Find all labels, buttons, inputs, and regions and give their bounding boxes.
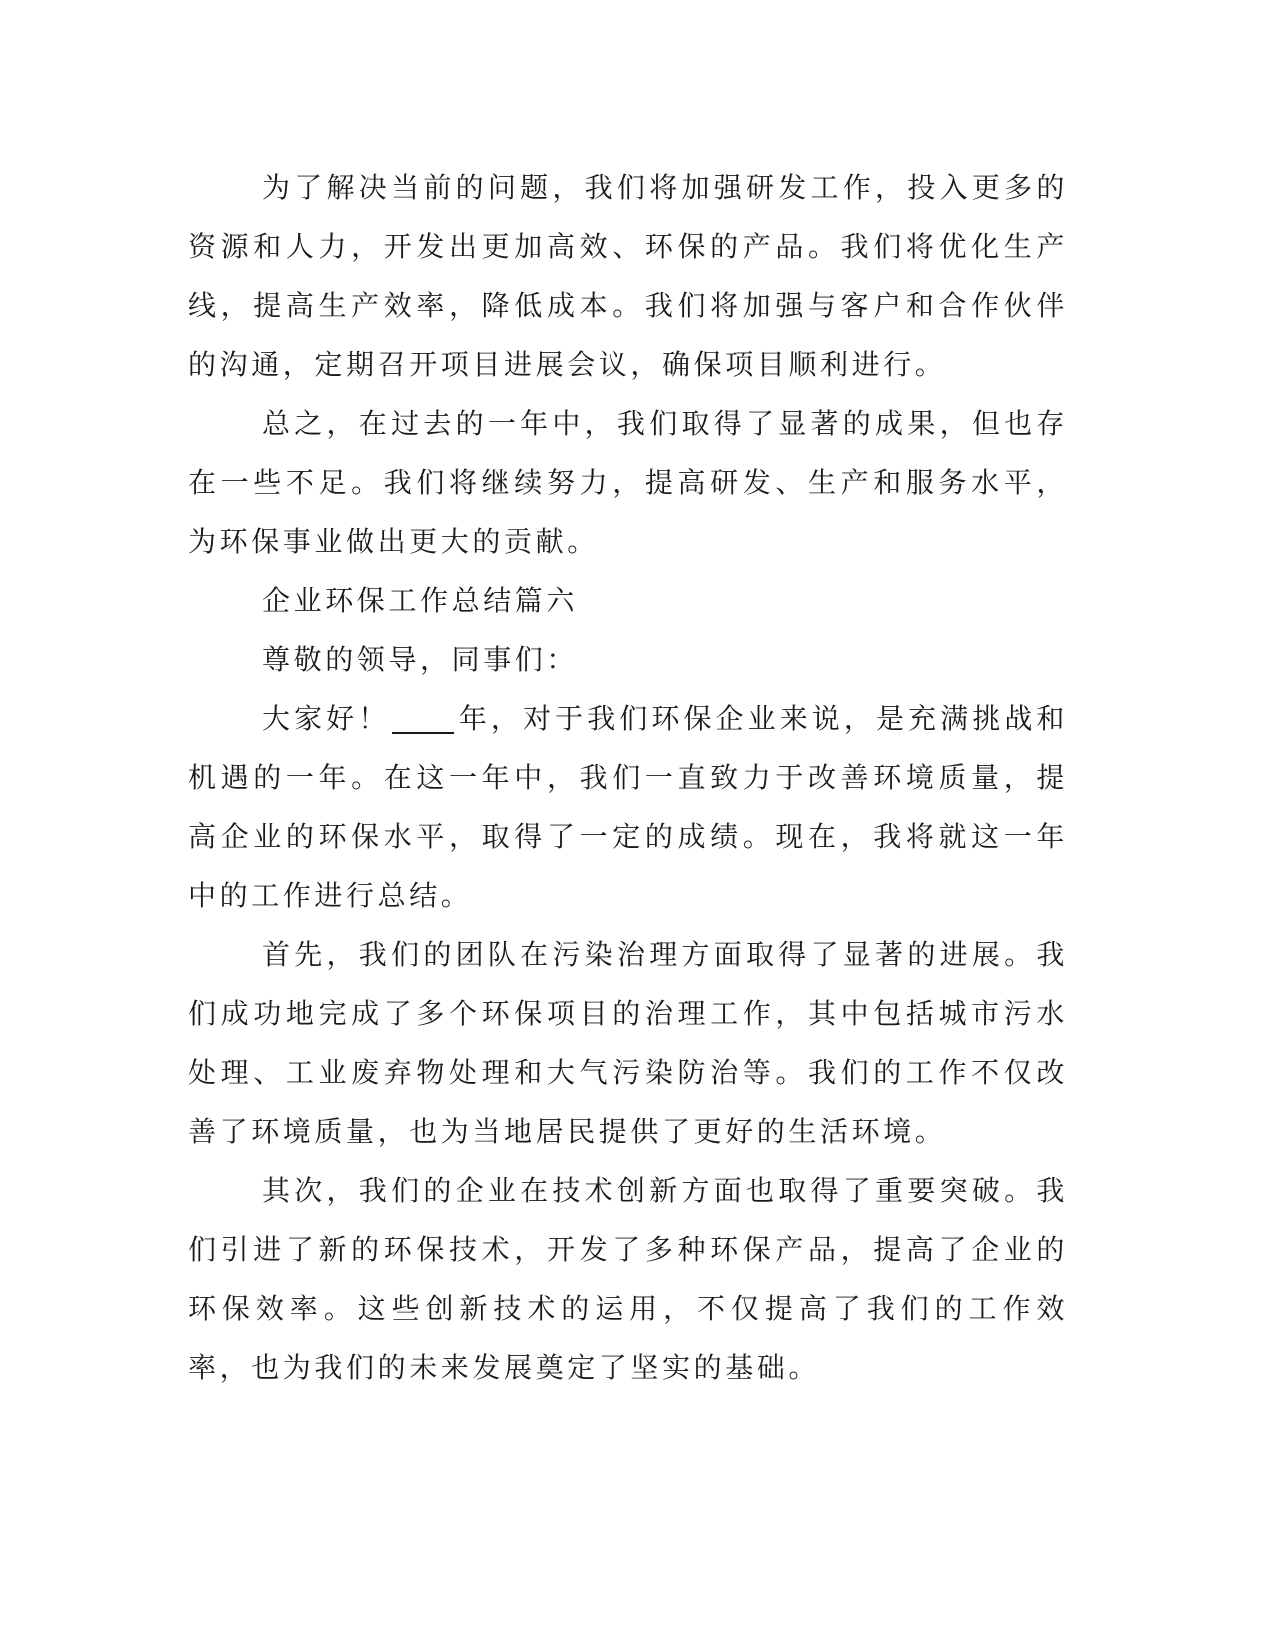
- paragraph-tech-innovation: 其次，我们的企业在技术创新方面也取得了重要突破。我们引进了新的环保技术，开发了多种环保产品，提高了企业的环保效率。这些创新技术的运用，不仅提高了我们的工作效率，也为我们的未来发展奠定了坚实的基础。: [188, 1174, 1068, 1384]
- paragraph-solutions: 为了解决当前的问题，我们将加强研发工作，投入更多的资源和人力，开发出更加高效、环保的产品。我们将优化生产线，提高生产效率，降低成本。我们将加强与客户和合作伙伴的沟通，定期召开项目进展会议，确保项目顺利进行。: [188, 171, 1068, 381]
- greeting-continuation: 年，对于我们环保企业来说，是充满挑战和机遇的一年。在这一年中，我们一直致力于改善环境质量，提高企业的环保水平，取得了一定的成绩。现在，我将就这一年中的工作进行总结。: [188, 702, 1069, 912]
- paragraph-greeting: [188, 689, 1068, 925]
- paragraph-pollution-control: 首先，我们的团队在污染治理方面取得了显著的进展。我们成功地完成了多个环保项目的治理工作，其中包括城市污水处理、工业废弃物处理和大气污染防治等。我们的工作不仅改善了环境质量，也为当地居民提供了更好的生活环境。: [188, 938, 1068, 1148]
- section-heading: 企业环保工作总结篇六: [262, 584, 579, 617]
- salutation: 尊敬的领导，同事们：: [262, 643, 579, 676]
- year-blank: [392, 702, 454, 734]
- document-body: [188, 158, 1068, 1397]
- paragraph-conclusion: 总之，在过去的一年中，我们取得了显著的成果，但也存在一些不足。我们将继续努力，提高研发、生产和服务水平，为环保事业做出更大的贡献。: [188, 407, 1068, 558]
- greeting-text: 大家好！: [262, 702, 391, 735]
